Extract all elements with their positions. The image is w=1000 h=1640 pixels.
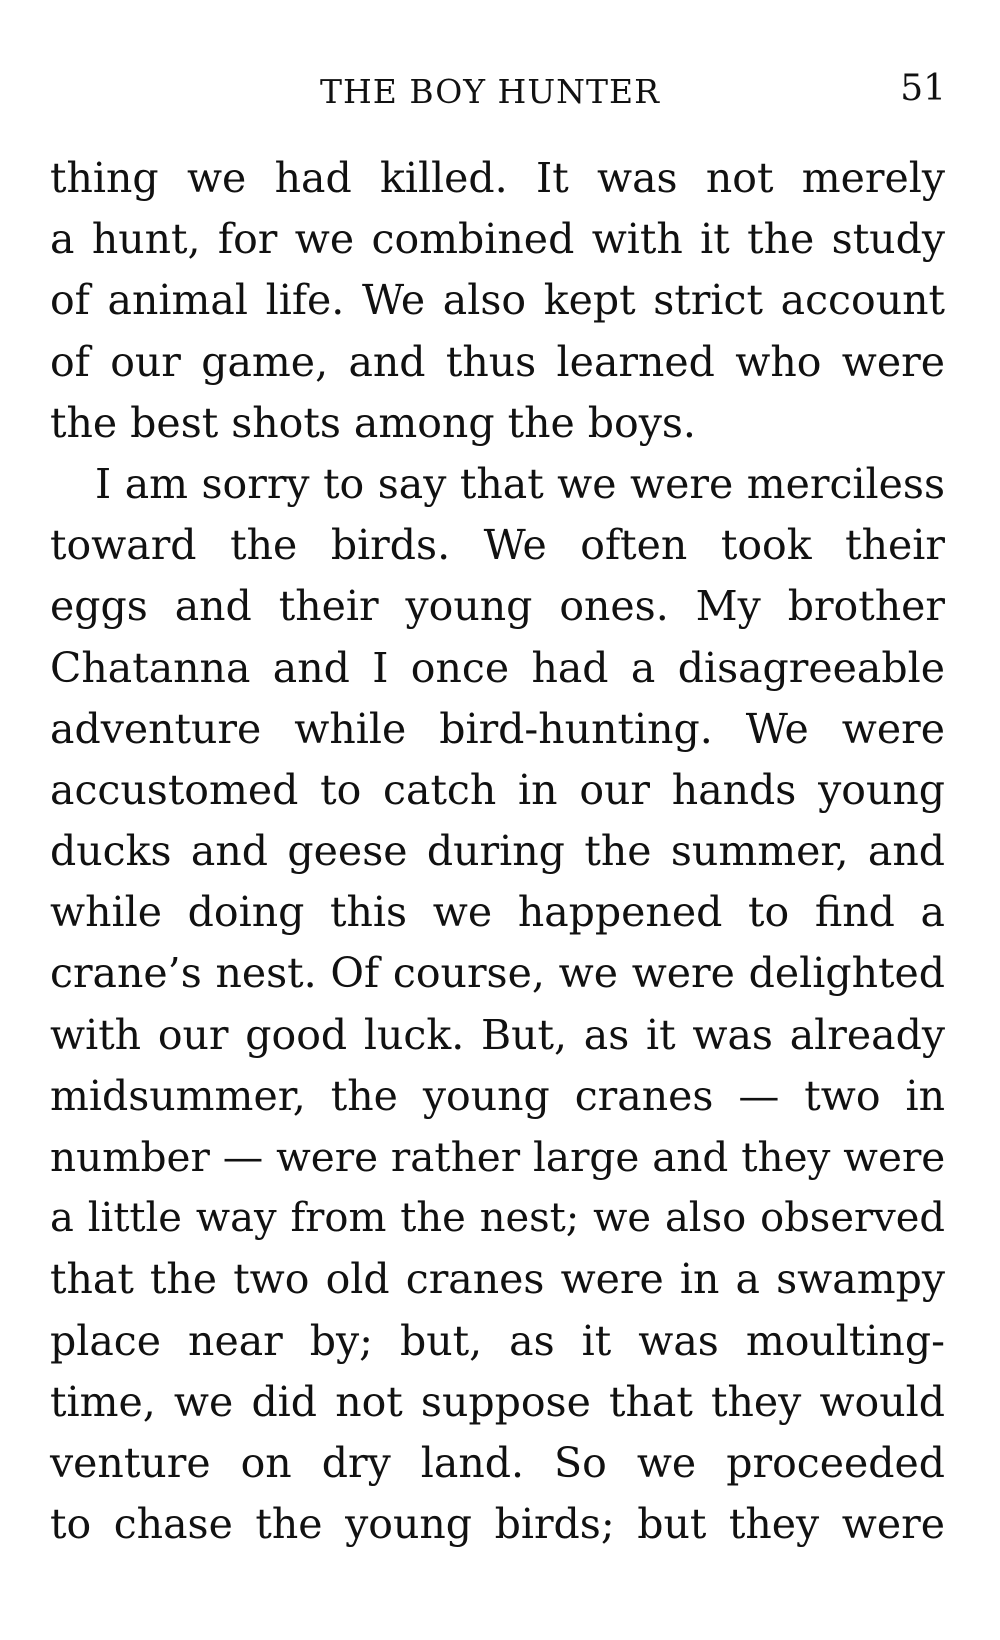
text-line: accustomed to catch in our hands young xyxy=(50,765,945,814)
text-line: while doing this we happened to find a xyxy=(50,888,945,937)
paragraph-start-line: I am sorry to say that we were merciless xyxy=(95,459,945,508)
text-line: a hunt, for we combined with it the study xyxy=(50,215,945,264)
text-line: of animal life. We also kept strict account xyxy=(50,276,945,325)
text-line: midsummer, the young cranes — two in xyxy=(50,1071,945,1120)
text-line: a little way from the nest; we also observed xyxy=(50,1195,945,1242)
running-head xyxy=(50,66,952,116)
page-number: 51 xyxy=(900,68,946,109)
text-line: number — were rather large and they were xyxy=(50,1133,946,1181)
paragraph-end-line: the best shots among the boys. xyxy=(50,398,696,447)
text-line: Chatanna and I once had a disagreeable xyxy=(50,643,945,692)
text-line: time, we did not suppose that they would xyxy=(50,1377,945,1426)
text-line: ducks and geese during the summer, and xyxy=(50,827,945,876)
text-line: to chase the young birds; but they were xyxy=(50,1500,945,1549)
text-line: eggs and their young ones. My brother xyxy=(50,582,945,631)
text-line: place near by; but, as it was moulting- xyxy=(50,1316,945,1365)
running-title: THE BOY HUNTER xyxy=(320,72,660,111)
text-line: with our good luck. But, as it was already xyxy=(50,1010,945,1059)
text-line: venture on dry land. So we proceeded xyxy=(50,1438,945,1487)
text-line: of our game, and thus learned who were xyxy=(50,337,945,386)
text-line: toward the birds. We often took their xyxy=(50,521,945,570)
text-line: crane’s nest. Of course, we were delighted xyxy=(50,949,945,998)
text-line: that the two old cranes were in a swampy xyxy=(50,1255,945,1304)
body-text xyxy=(50,148,945,1555)
text-line: adventure while bird-hunting. We were xyxy=(50,704,945,753)
text-line: thing we had killed. It was not merely xyxy=(50,154,945,202)
